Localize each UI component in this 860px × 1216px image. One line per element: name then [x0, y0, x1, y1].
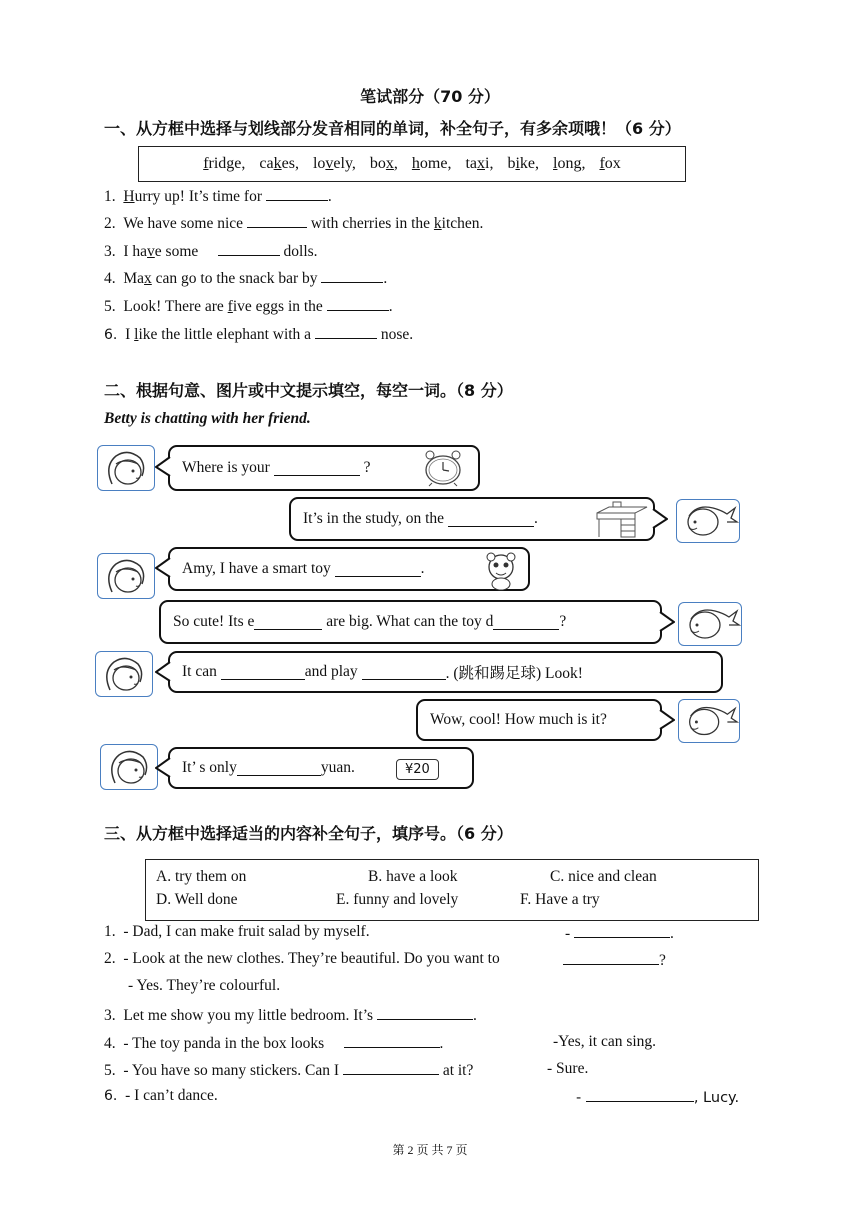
- answer-blank[interactable]: [221, 665, 305, 680]
- answer-blank[interactable]: [266, 186, 328, 201]
- girl-face-icon: [96, 652, 152, 696]
- s1-question-2: 2. We have some nice with cherries in the kitchen.: [104, 215, 484, 232]
- page-footer: 第 2 页 共 7 页: [392, 1143, 468, 1157]
- s3-question-4: 4. - The toy panda in the box looks .: [104, 1035, 444, 1052]
- desk-icon: [591, 501, 651, 539]
- s1-question-1: 1. Hurry up! It’s time for .: [104, 188, 332, 205]
- s3-question-1: 1. - Dad, I can make fruit salad by myself.: [104, 923, 370, 940]
- speech-bubble-3: Amy, I have a smart toy .: [168, 547, 530, 591]
- girl-avatar: [100, 744, 158, 790]
- speech-bubble-7: It’ s only yuan. ¥20: [168, 747, 474, 789]
- answer-blank[interactable]: [362, 665, 446, 680]
- word-fox: fox: [599, 155, 621, 172]
- answer-blank[interactable]: [218, 241, 280, 256]
- bubble-tail: [155, 557, 171, 579]
- girl-avatar: [97, 553, 155, 599]
- s3-answer-2: ?: [563, 950, 666, 970]
- section2-heading: 二、根据句意、图片或中文提示填空，每空一词。（8 分）: [104, 381, 513, 400]
- answer-blank[interactable]: [343, 1060, 439, 1075]
- word-long: long,: [553, 155, 586, 172]
- s3-answer-6: - , Lucy.: [576, 1087, 739, 1106]
- bubble-tail: [155, 661, 171, 683]
- speech-bubble-1: Where is your ?: [168, 445, 480, 491]
- s1-question-3: 3. I have some dolls.: [104, 243, 318, 260]
- answer-blank[interactable]: [574, 923, 670, 938]
- s3-question-3: 3. Let me show you my little bedroom. It’s .: [104, 1007, 477, 1024]
- alarm-clock-icon: [420, 449, 466, 487]
- answer-blank[interactable]: [274, 461, 360, 476]
- s3-reply-4: -Yes, it can sing.: [553, 1033, 657, 1050]
- answer-blank[interactable]: [335, 562, 421, 577]
- option-e: E. funny and lovely: [336, 891, 459, 908]
- option-f: F. Have a try: [520, 891, 600, 908]
- s1-question-4: 4. Max can go to the snack bar by .: [104, 270, 388, 287]
- speech-bubble-4: So cute! Its e are big. What can the toy d ?: [159, 600, 662, 644]
- boy-face-icon: [679, 603, 741, 645]
- answer-blank[interactable]: [586, 1087, 694, 1102]
- girl-avatar: [97, 445, 155, 491]
- girl-face-icon: [101, 745, 157, 789]
- word-lovely: lovely,: [312, 155, 356, 172]
- s1-question-6: 6. I like the little elephant with a nose.: [104, 326, 414, 343]
- girl-avatar: [95, 651, 153, 697]
- word-taxi: taxi,: [465, 155, 494, 172]
- bubble-tail: [652, 508, 668, 530]
- answer-blank[interactable]: [493, 615, 559, 630]
- boy-face-icon: [679, 700, 739, 742]
- section3-heading: 三、从方框中选择适当的内容补全句子，填序号。（6 分）: [104, 824, 513, 843]
- answer-blank[interactable]: [344, 1033, 440, 1048]
- boy-avatar: [676, 499, 740, 543]
- answer-blank[interactable]: [563, 950, 659, 965]
- s3-answer-1: - .: [565, 925, 674, 942]
- boy-face-icon: [677, 500, 739, 542]
- option-a: A. try them on: [156, 868, 247, 885]
- scene-caption: Betty is chatting with her friend.: [104, 410, 311, 427]
- bubble-tail: [155, 757, 171, 779]
- answer-blank[interactable]: [254, 615, 322, 630]
- bubble-tail: [659, 709, 675, 731]
- word-bank: [138, 146, 686, 182]
- speech-bubble-6: Wow, cool! How much is it?: [416, 699, 662, 741]
- answer-blank[interactable]: [315, 324, 377, 339]
- s3-question-6: 6. - I can’t dance.: [104, 1087, 218, 1104]
- speech-bubble-5: It can and play . (跳和踢足球) Look!: [168, 651, 723, 693]
- price-tag: ¥20: [396, 759, 439, 780]
- option-d: D. Well done: [156, 891, 238, 908]
- s3-reply-2: - Yes. They’re colourful.: [128, 977, 281, 994]
- girl-face-icon: [98, 554, 154, 598]
- word-fridge: fridge,: [203, 155, 246, 172]
- part-title: 笔试部分（70 分）: [360, 87, 500, 106]
- bubble-tail: [659, 611, 675, 633]
- boy-avatar: [678, 602, 742, 646]
- speech-bubble-2: It’s in the study, on the .: [289, 497, 655, 541]
- answer-blank[interactable]: [237, 761, 321, 776]
- s3-reply-5: - Sure.: [547, 1060, 589, 1077]
- toy-tiger-icon: [480, 549, 522, 591]
- boy-avatar: [678, 699, 740, 743]
- s3-question-5: 5. - You have so many stickers. Can I at it?: [104, 1062, 474, 1079]
- answer-blank[interactable]: [247, 213, 307, 228]
- word-bike: bike,: [507, 155, 540, 172]
- word-box: box,: [369, 155, 398, 172]
- section1-heading: 一、从方框中选择与划线部分发音相同的单词，补全句子，有多余项哦！（6 分）: [104, 119, 681, 138]
- bubble-tail: [155, 456, 171, 478]
- option-b: B. have a look: [368, 868, 458, 885]
- answer-blank[interactable]: [377, 1005, 473, 1020]
- girl-face-icon: [98, 446, 154, 490]
- option-c: C. nice and clean: [550, 868, 657, 885]
- answer-blank[interactable]: [327, 296, 389, 311]
- answer-blank[interactable]: [321, 268, 383, 283]
- word-cakes: cakes,: [259, 155, 299, 172]
- s1-question-5: 5. Look! There are five eggs in the .: [104, 298, 393, 315]
- word-home: home,: [411, 155, 452, 172]
- options-box: [145, 859, 759, 921]
- answer-blank[interactable]: [448, 512, 534, 527]
- s3-question-2: 2. - Look at the new clothes. They’re beautiful. Do you want to: [104, 950, 500, 967]
